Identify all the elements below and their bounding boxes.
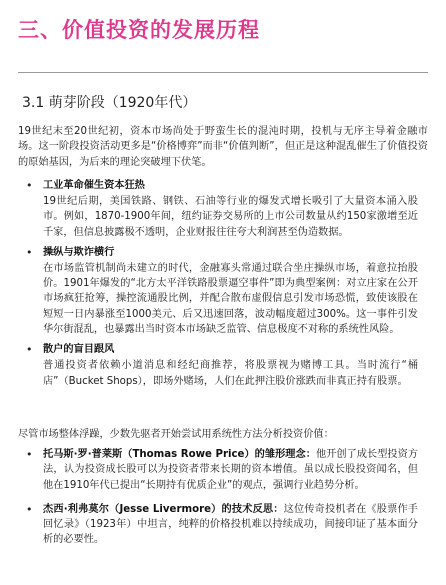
pioneer-lead: 托马斯·罗·普莱斯（Thomas Rowe Price）的雏形理念： xyxy=(43,449,316,460)
section-divider xyxy=(18,72,428,73)
bullet-title: 工业革命催生资本狂热 xyxy=(43,180,145,191)
bullet-icon: • xyxy=(26,245,33,259)
pioneer-body: 他开创了成长型投资方法，认为投资成长股可以为投资者带来长期的资本增值。虽以成长股投资闻名，但他在1910年代已提出“长期持有优质企业”的观点，强调行业趋势分析。 xyxy=(43,449,419,491)
bullet-title: 操纵与欺诈横行 xyxy=(43,246,115,258)
chapter-title: 三、价值投资的发展历程 xyxy=(18,18,260,42)
list-item xyxy=(0,342,446,389)
transition-paragraph: 尽管市场整体浮躁，少数先驱者开始尝试用系统性方法分析投资价值： xyxy=(18,429,334,440)
bullet-icon: • xyxy=(26,502,33,516)
section-title: 3.1 萌芽阶段（1920年代） xyxy=(22,95,197,111)
bullet-icon: • xyxy=(26,343,33,357)
pioneer-list xyxy=(0,447,446,557)
bullet-body: 19世纪后期，美国铁路、钢铁、石油等行业的爆发式增长吸引了大量资本涌入股市。例如，1870-1900年间，纽约证券交易所的上市公司数量从约150家激增至近千家，但信息披露极不透明，企业财报往往夸大利润甚至伪造数据。 xyxy=(43,196,418,238)
bullet-icon: • xyxy=(26,179,33,192)
pioneer-lead: 杰西·利弗莫尔（Jesse Livermore）的技术反思： xyxy=(43,503,284,515)
list-item xyxy=(0,178,446,240)
bullet-body: 在市场监管机制尚未建立的时代，金融寡头常通过联合坐庄操纵市场，着意拉抬股价。1901年爆发的“北方太平洋铁路股票逼空事件”即为典型案例：对立庄家在公开市场疯狂抢筹，操控流通股比例，并配合散布虚假信息引发市场恐慌，致使该股在短短一日内暴涨至1000美元、后又迅速回落，波动幅度超过300%。这一事件引发华尔街混乱，也暴露出当时资本市场缺乏监管、信息极度不对称的系统性风险。 xyxy=(43,262,418,336)
pioneer-paragraph xyxy=(43,447,418,493)
pioneer-paragraph xyxy=(43,502,418,548)
list-item xyxy=(0,245,446,337)
bullet-icon: • xyxy=(26,448,33,461)
list-item xyxy=(0,447,446,493)
bullet-list xyxy=(0,178,446,394)
bullet-title: 散户的盲目跟风 xyxy=(43,344,115,356)
bullet-body: 普通投资者依赖小道消息和经纪商推荐，将股票视为赌博工具。当时流行“桶店”（Bucket Shops），即场外赌场，人们在此押注股价涨跌而非真正持有股票。 xyxy=(43,360,418,387)
list-item xyxy=(0,502,446,548)
pioneer-body: 这位传奇投机者在《股票作手回忆录》（1923年）中坦言，纯粹的价格投机难以持续成功，间接印证了基本面分析的必要性。 xyxy=(43,503,418,546)
intro-paragraph: 19世纪末至20世纪初，资本市场尚处于野蛮生长的混沌时期，投机与无序主导着金融市场。这一阶段投资活动更多是“价格博弈”而非“价值判断”，但正是这种混乱催生了价值投资的原始基因，为后来的理论突破埋下伏笔。 xyxy=(18,126,428,168)
